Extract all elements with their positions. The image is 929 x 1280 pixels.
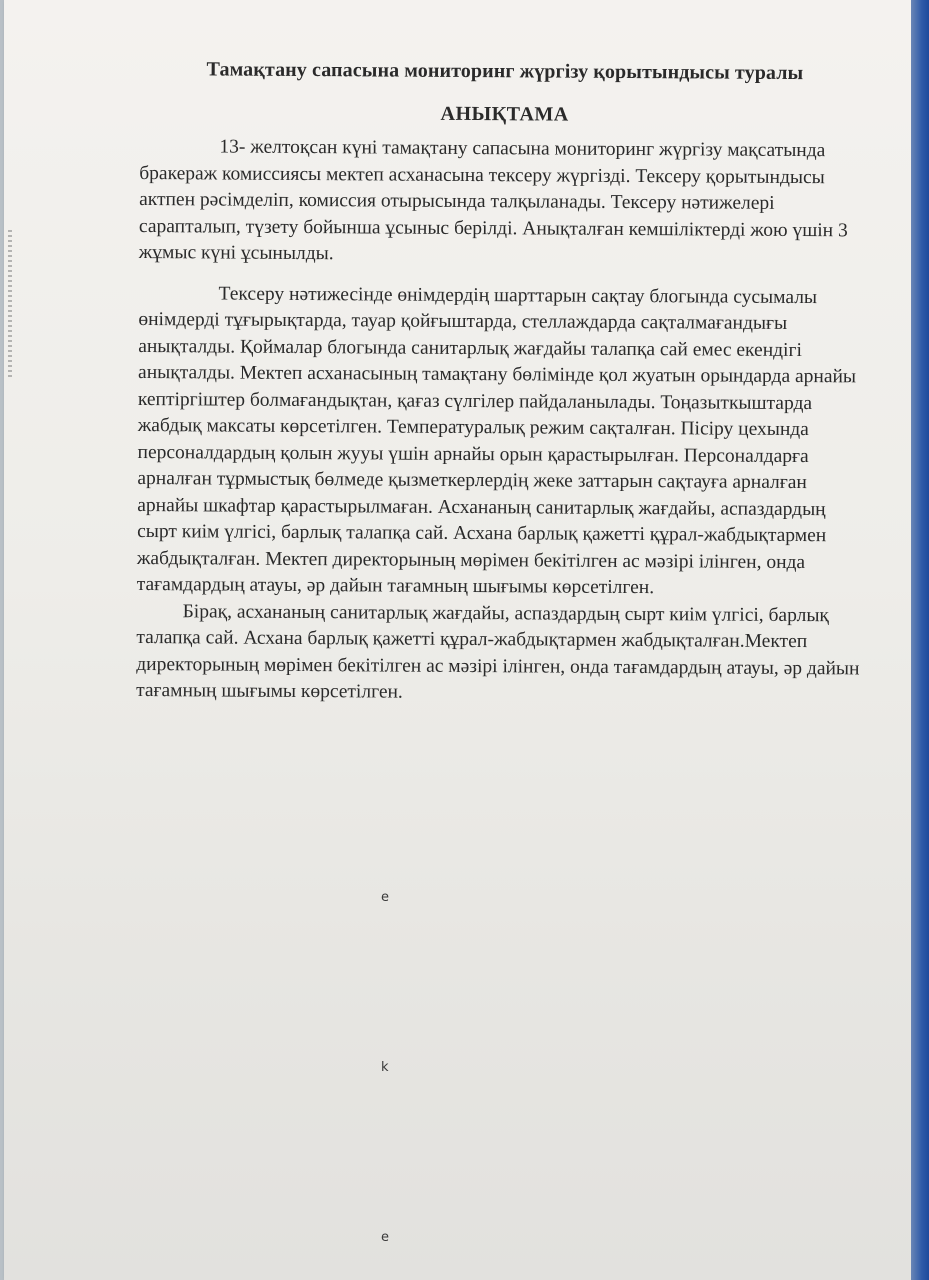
paragraph-2: Тексеру нәтижесінде өнімдердің шарттарын сақтау блогында сусымалы өнімдерді тұғырықтарда, тауар қойғыштарда, стеллаждарда сақталмағандығы анықталды. Қоймалар блогында санитарлық жағдайы талапқа сай емес екендігі анықталды. Мектеп асханасының тамақтану бөлімінде қол жуатын орындарда арнайы кептіргіштер болмағандықтан, қағаз сүлгілер пайдаланылады. Тоңазыткыштарда жабдық максаты көрсетілген. Температуралық режим сақталған. Пісіру цехында персоналдардың қолын жууы үшін арнайы орын қарастырылған. Персоналдарға арналған тұрмыстық бөлмеде қызметкерлердің жеке заттарын сақтауға арналған арнайы шкафтар қарастырылмаған. Асхананың санитарлық жағдайы, аспаздардың сырт киім үлгісі, барлық талапқа сай. Асхана барлық қажетті құрал-жабдықтармен жабдықталған. Мектеп директорының мөрімен бекітілген ас мәзірі ілінген, онда тағамдардың атауы, әр дайын тағамның шығымы көрсетілген. xyxy=(136,282,857,599)
document-heading: АНЫҚТАМА xyxy=(440,102,569,126)
paragraph-3: Бірақ, асхананың санитарлық жағдайы, аспаздардың сырт киім үлгісі, барлық талапқа сай. Асхана барлық қажетті құрал-жабдықтармен жабдықталған.Мектеп директорының мөрімен бекітілген ас мәзірі ілінген, онда тағамдардың атауы, әр дайын тағамның шығымы көрсетілген. xyxy=(136,600,860,703)
paper-sheet xyxy=(4,0,914,1280)
blue-folder-edge xyxy=(911,0,929,1280)
document-title: Тамақтану сапасына мониторинг жүргізу қорытындысы туралы xyxy=(206,58,804,85)
page-mark-1: e xyxy=(381,890,389,905)
page-mark-2: k xyxy=(381,1060,389,1075)
binding-mark xyxy=(8,230,12,380)
document-body xyxy=(136,58,870,709)
paragraph-1: 13- желтоқсан күні тамақтану сапасына мониторинг жүргізу мақсатында бракераж комиссиясы мектеп асханасына тексеру жүргізді. Тексеру қорытындысы актпен рәсімделіп, комиссия отырысында талқыланады. Тексеру нәтижелері сарапталып, түзету бойынша ұсыныс берілді. Анықталған кемшіліктерді жою үшін 3 жұмыс күні ұсынылды. xyxy=(138,136,848,265)
page-mark-3: e xyxy=(381,1230,389,1245)
